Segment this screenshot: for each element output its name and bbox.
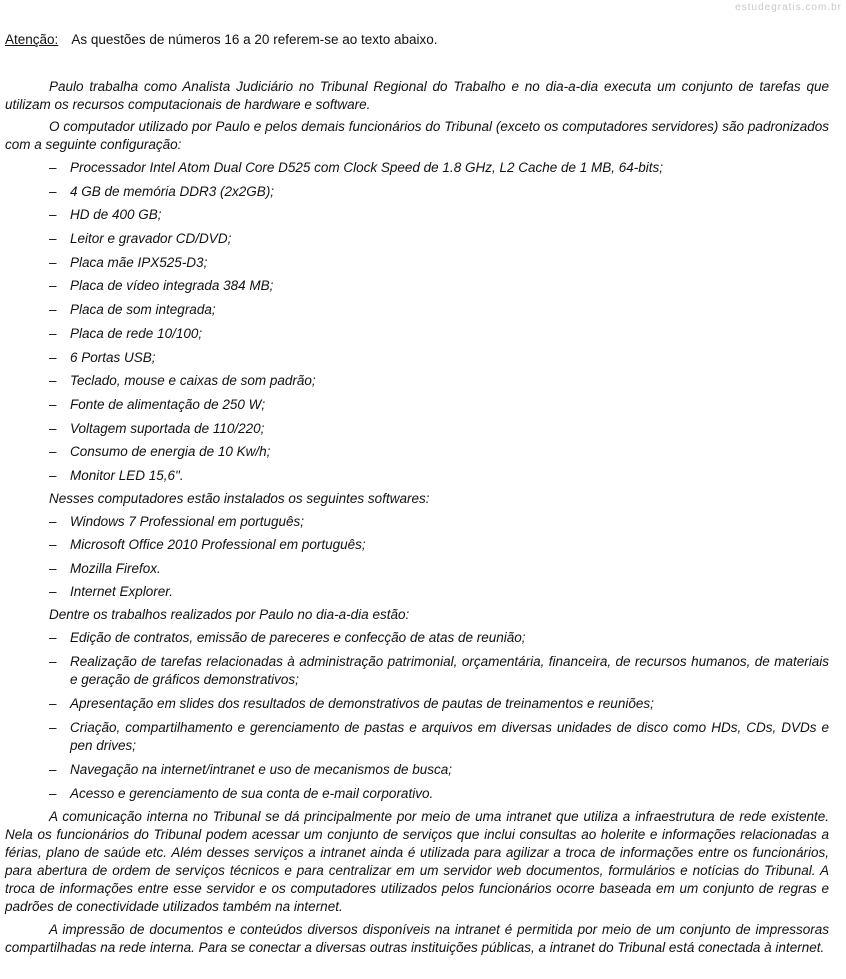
list-item: – Consumo de energia de 10 Kw/h; (5, 443, 829, 461)
list-item: – Microsoft Office 2010 Professional em português; (5, 536, 829, 554)
tasks-lead: Dentre os trabalhos realizados por Paulo no dia-a-dia estão: (49, 607, 410, 623)
software-lead: Nesses computadores estão instalados os seguintes softwares: (49, 490, 430, 506)
list-item: – Navegação na internet/intranet e uso de mecanismos de busca; (5, 761, 829, 779)
list-item: – Edição de contratos, emissão de pareceres e confecção de atas de reunião; (5, 629, 829, 647)
list-item: – Leitor e gravador CD/DVD; (5, 230, 829, 248)
attention-label: Atenção: (5, 32, 59, 47)
list-item: – Realização de tarefas relacionadas à administração patrimonial, orçamentária, financeira, de recursos humanos, de materiais e geração de gráficos demonstrativos; (5, 653, 829, 689)
list-item: – Placa de vídeo integrada 384 MB; (5, 277, 829, 295)
list-item: – Monitor LED 15,6". (5, 467, 829, 485)
list-item: – Internet Explorer. (5, 583, 829, 601)
list-item: – Placa de rede 10/100; (5, 325, 829, 343)
list-item: – Mozilla Firefox. (5, 560, 829, 578)
list-item: – Apresentação em slides dos resultados de demonstrativos de pautas de treinamentos e reuniões; (5, 695, 829, 713)
paragraph-intro: Paulo trabalha como Analista Judiciário no Tribunal Regional do Trabalho e no dia-a-dia executa um conjunto de tarefas que utilizam os recursos computacionais de hardware e software. (5, 79, 829, 112)
attention-line (5, 31, 829, 49)
passage (5, 78, 829, 957)
paragraph-printing: A impressão de documentos e conteúdos diversos disponíveis na intranet é permitida por meio de um conjunto de impressoras compartilhadas na rede interna. Para se conectar a diversas outras instituições públicas, a intranet do Tribunal está conectada à internet. (5, 922, 829, 956)
list-item: – Processador Intel Atom Dual Core D525 com Clock Speed de 1.8 GHz, L2 Cache de 1 MB, 64-bits; (5, 159, 829, 177)
list-item: – Teclado, mouse e caixas de som padrão; (5, 372, 829, 390)
list-item: – 4 GB de memória DDR3 (2x2GB); (5, 183, 829, 201)
list-item: – Placa de som integrada; (5, 301, 829, 319)
list-item: – HD de 400 GB; (5, 206, 829, 224)
attention-text: As questões de números 16 a 20 referem-se ao texto abaixo. (71, 32, 438, 47)
list-item: – Acesso e gerenciamento de sua conta de e-mail corporativo. (5, 785, 829, 803)
list-item: – Windows 7 Professional em português; (5, 513, 829, 531)
paragraph-intranet: A comunicação interna no Tribunal se dá principalmente por meio de uma intranet que utiliza a infraestrutura de rede existente. Nela os funcionários do Tribunal podem acessar um conjunto de serviços que inclui consultas ao holerite e informações relacionadas a férias, plano de saúde etc. Além desses serviços a intranet ainda é utilizada para agilizar a troca de informações entre os funcionários, para abertura de ordem de serviços técnicos e para centralizar em um servidor web documentos, formulários e notícias do Tribunal. A troca de informações entre esse servidor e os computadores utilizados pelos funcionários ocorre baseada em um conjunto de regras e padrões de conectividade utilizados também na internet. (5, 809, 829, 915)
software-list (5, 513, 829, 602)
watermark: estudegratis.com.br (735, 2, 842, 13)
paragraph-config-intro: O computador utilizado por Paulo e pelos demais funcionários do Tribunal (exceto os computadores servidores) são padronizados com a seguinte configuração: (5, 119, 829, 152)
list-item: – Placa mãe IPX525-D3; (5, 254, 829, 272)
list-item: – Criação, compartilhamento e gerenciamento de pastas e arquivos em diversas unidades de disco como HDs, CDs, DVDs e pen drives; (5, 719, 829, 755)
config-list (5, 159, 829, 485)
list-item: – 6 Portas USB; (5, 349, 829, 367)
list-item: – Fonte de alimentação de 250 W; (5, 396, 829, 414)
list-item: – Voltagem suportada de 110/220; (5, 420, 829, 438)
tasks-list (5, 629, 829, 803)
question-text (5, 31, 829, 957)
